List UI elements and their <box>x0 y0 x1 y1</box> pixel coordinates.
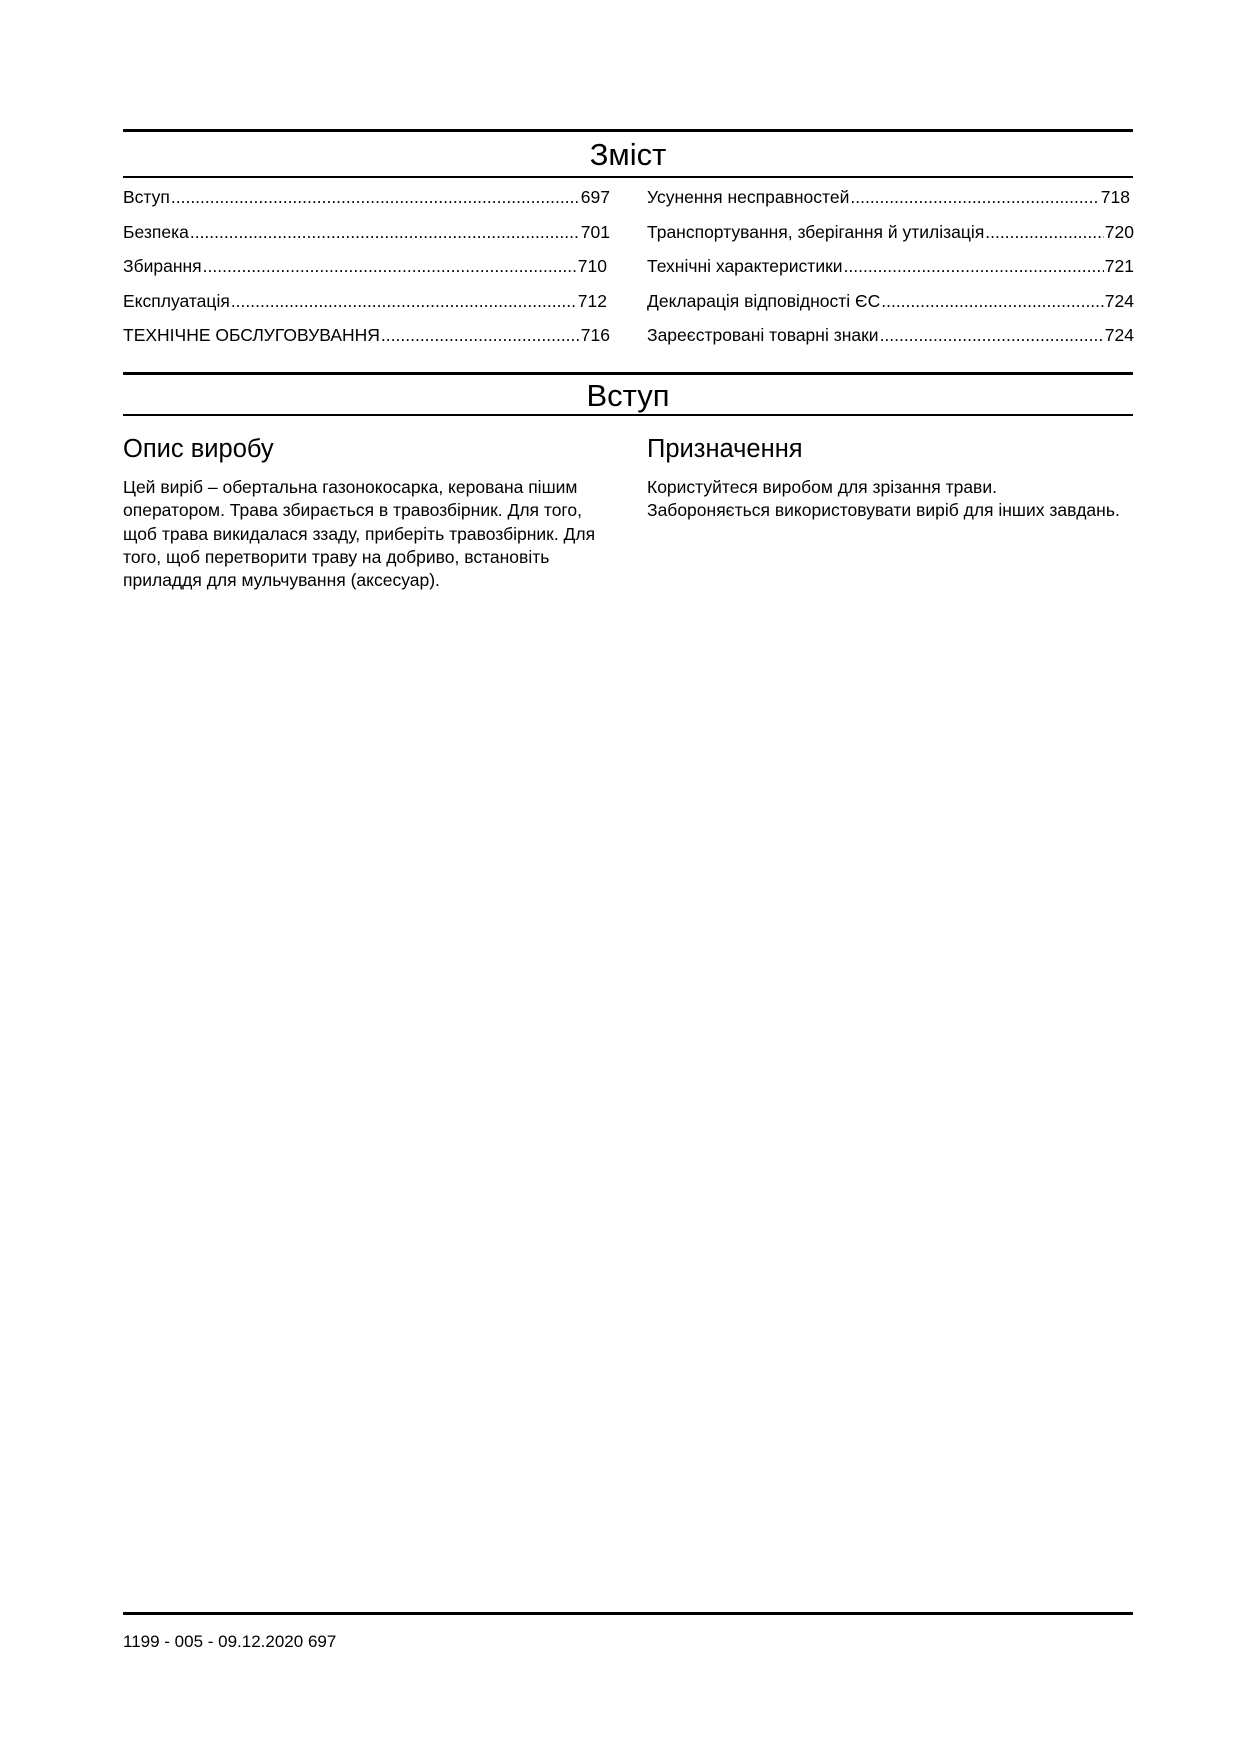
toc-entry[interactable] <box>123 222 610 257</box>
toc-entry-page: 712 <box>577 290 607 311</box>
product-description-text <box>123 476 613 592</box>
toc-entry-label: Експлуатація <box>123 290 230 311</box>
toc-entry-page: 720 <box>1104 221 1134 242</box>
toc-entry[interactable] <box>647 187 1134 222</box>
toc-entry-page: 697 <box>580 187 610 207</box>
toc-entry-page: 721 <box>1104 256 1134 276</box>
product-description-heading: Опис виробу <box>123 435 274 463</box>
toc-bottom-rule <box>123 176 1133 178</box>
toc-entry[interactable] <box>647 222 1134 257</box>
toc-entry-page: 701 <box>580 221 610 242</box>
toc-entry[interactable] <box>647 256 1134 291</box>
toc-top-rule <box>123 129 1133 132</box>
toc-entry-label: Зареєстровані товарні знаки <box>647 325 879 345</box>
footer-doc-ref: 1199 - 005 - 09.12.2020 <box>123 1632 304 1651</box>
toc-title: Зміст <box>589 137 667 172</box>
intended-use-text <box>647 476 1137 523</box>
toc-entry[interactable] <box>647 291 1134 326</box>
toc-entry[interactable] <box>123 291 610 326</box>
toc-entry-label: Декларація відповідності ЄС <box>647 290 881 311</box>
toc-entry-page: 724 <box>1104 325 1134 345</box>
intro-bottom-rule <box>123 414 1133 416</box>
toc-entry-page: 716 <box>580 325 610 345</box>
toc-entry-label: Технічні характеристики <box>647 256 843 276</box>
intended-use-line: Забороняється використовувати виріб для інших завдань. <box>647 500 1120 521</box>
toc-entry-page: 710 <box>577 256 607 276</box>
toc-entry-label: Вступ <box>123 187 170 207</box>
toc-entry[interactable] <box>647 325 1134 360</box>
toc-left-column <box>123 187 610 360</box>
footer-page-number: 697 <box>307 1632 337 1651</box>
toc-entry-label: Усунення несправностей <box>647 187 850 207</box>
toc-entry[interactable] <box>123 256 610 291</box>
product-description-paragraph: Цей виріб – обертальна газонокосарка, керована пішим оператором. Трава збирається в травозбірник. Для того, щоб трава викидалася ззаду, приберіть травозбірник. Для того, щоб перетворити траву на добриво, встановіть приладдя для мульчування (аксесуар). <box>123 477 596 591</box>
toc-entry-page: 724 <box>1104 290 1134 311</box>
footer-rule <box>123 1612 1133 1615</box>
intro-top-rule <box>123 372 1133 375</box>
intro-title: Вступ <box>586 378 670 413</box>
toc-entry-label: ТЕХНІЧНЕ ОБСЛУГОВУВАННЯ <box>123 325 380 345</box>
intended-use-line: Користуйтеся виробом для зрізання трави. <box>647 477 997 497</box>
toc-entry-label: Збирання <box>123 256 202 276</box>
toc-entry-page: 718 <box>1100 187 1130 207</box>
page-footer <box>123 1632 336 1652</box>
toc-entry-label: Безпека <box>123 221 189 242</box>
intended-use-heading: Призначення <box>647 435 803 463</box>
toc-right-column <box>647 187 1134 360</box>
toc-entry[interactable] <box>123 325 610 360</box>
toc-entry[interactable] <box>123 187 610 222</box>
toc-entry-label: Транспортування, зберігання й утилізація <box>647 221 985 242</box>
